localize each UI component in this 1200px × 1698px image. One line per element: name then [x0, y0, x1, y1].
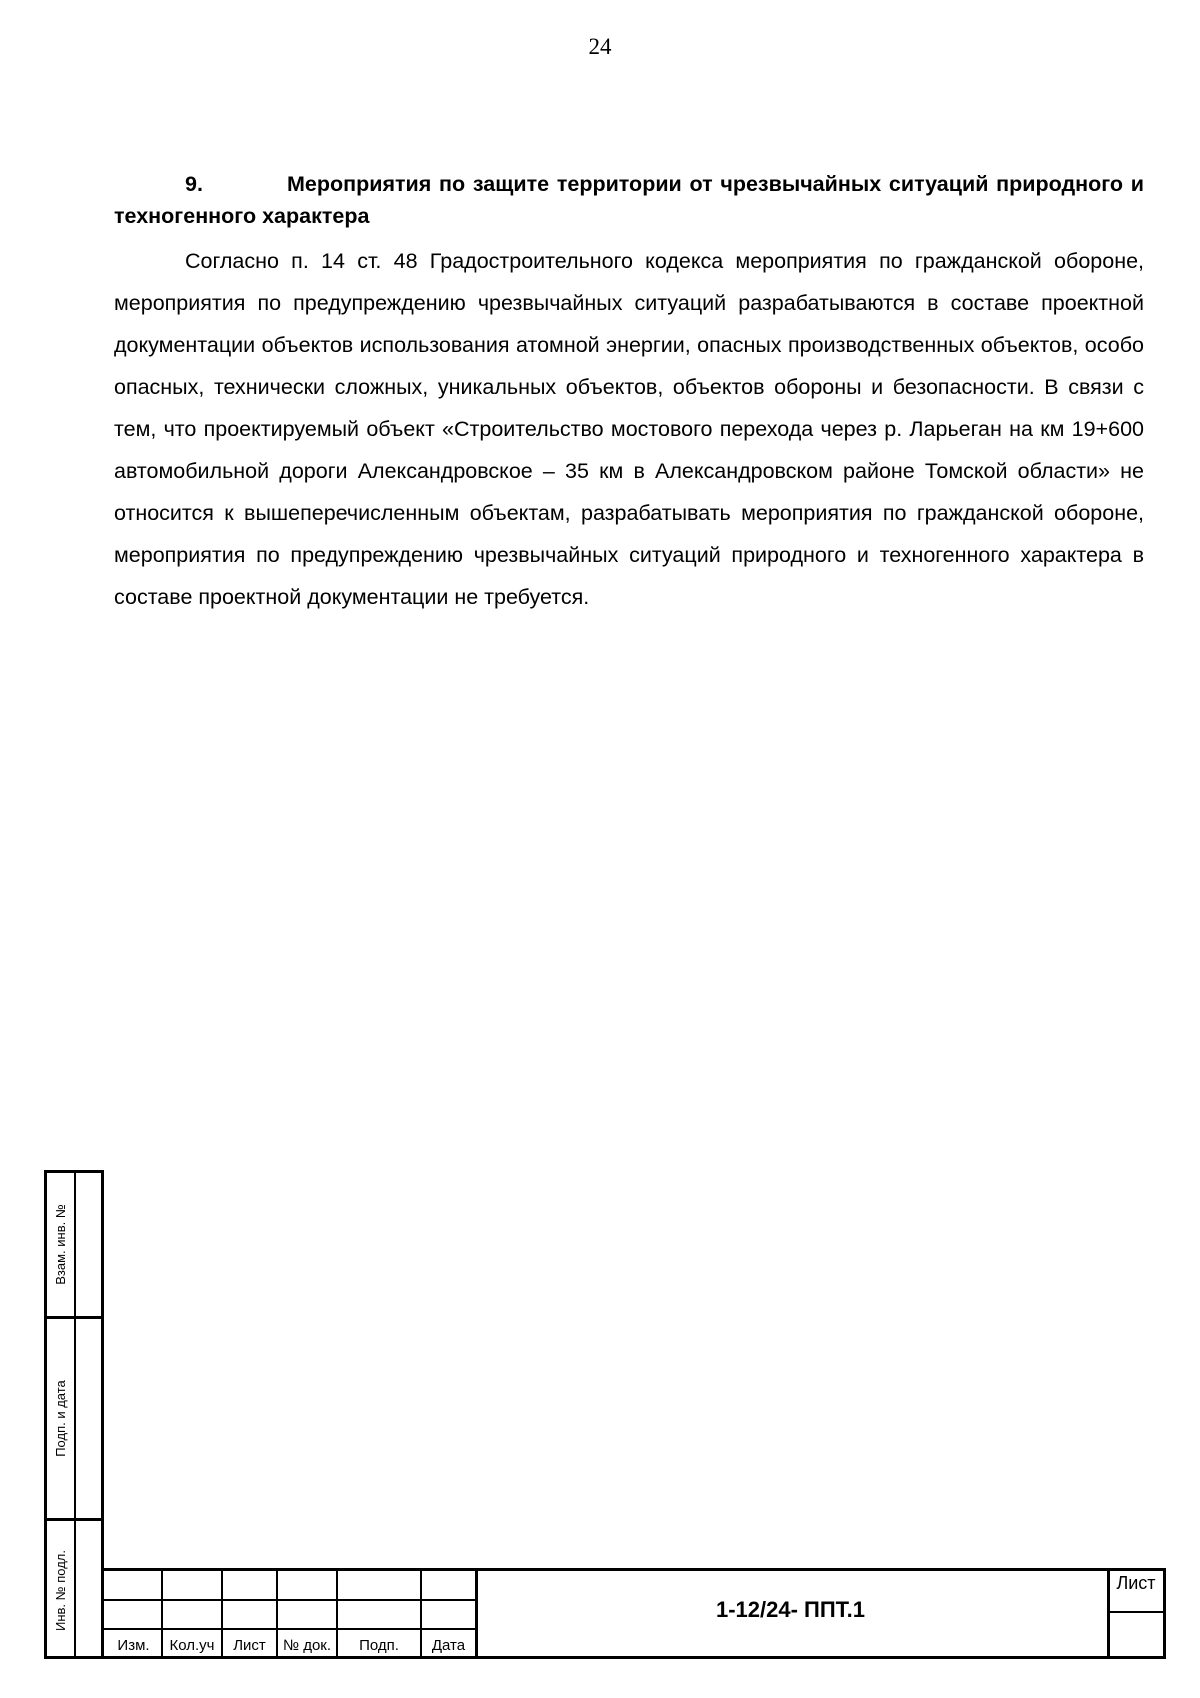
- sheet-label: Лист: [1116, 1573, 1156, 1593]
- col-kol-uch: Кол.уч: [169, 1637, 215, 1654]
- title-block: [104, 1568, 1166, 1659]
- sheet-cell-line: [1109, 1611, 1166, 1613]
- podp-data-label: Подп. и дата: [53, 1380, 69, 1457]
- document-code: 1-12/24- ППТ.1: [716, 1597, 865, 1622]
- col-n-dok: № док.: [282, 1637, 332, 1654]
- section-title: Мероприятия по защите территории от чрезвычайных ситуаций природного и техногенного характера: [114, 172, 1144, 228]
- col-podp: Подп.: [359, 1637, 399, 1654]
- vzam-inv-label: Взам. инв. №: [53, 1204, 69, 1285]
- col-izm: Изм.: [117, 1637, 150, 1654]
- side-stamp: [44, 1170, 104, 1659]
- page-number: 24: [588, 34, 612, 59]
- col-list: Лист: [233, 1637, 266, 1654]
- side-stamp-divider: [74, 1173, 76, 1656]
- body-paragraph: Согласно п. 14 ст. 48 Градостроительного кодекса мероприятия по гражданской обороне, мероприятия по предупреждению чрезвычайных ситуаций разрабатываются в составе проектной документации объектов использования атомной энергии, опасных производственных объектов, особо опасных, технически сложных, уникальных объектов, объектов обороны и безопасности. В связи с тем, что проектируемый объект «Строительство мостового перехода через р. Ларьеган на км 19+600 автомобильной дороги Александровское – 35 км в Александровском районе Томской области» не относится к вышеперечисленным объектам, разрабатывать мероприятия по гражданской обороне, мероприятия по предупреждению чрезвычайных ситуаций природного и техногенного характера в составе проектной документации не требуется.: [114, 249, 1144, 609]
- document-content: [114, 168, 1144, 618]
- section-heading: [114, 168, 1144, 232]
- col-data: Дата: [431, 1637, 466, 1654]
- inv-podl-label: Инв. № подл.: [53, 1549, 69, 1631]
- section-number: 9.: [185, 172, 203, 196]
